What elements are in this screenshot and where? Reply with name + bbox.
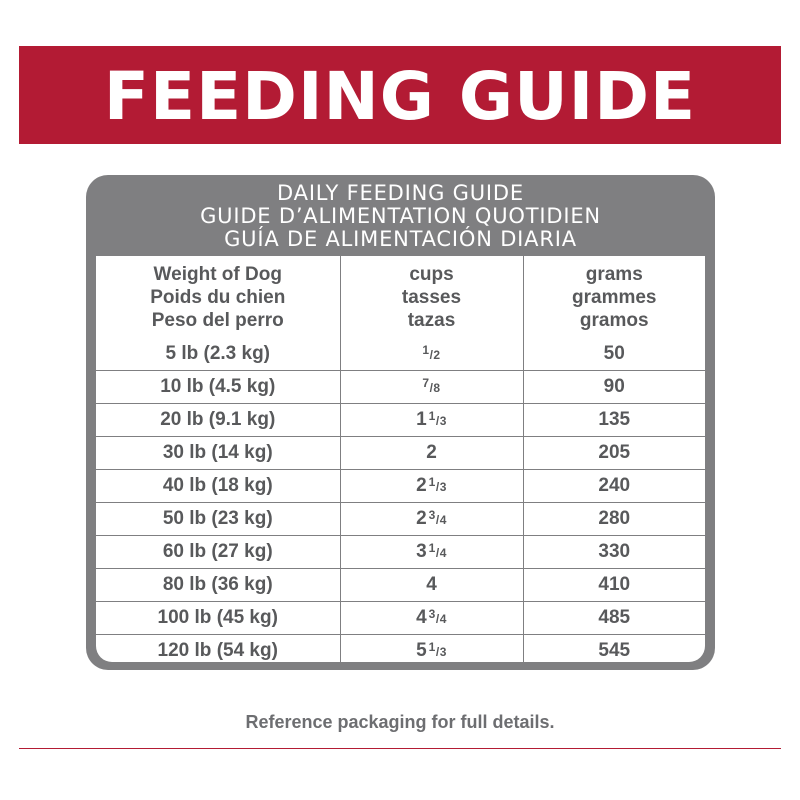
- fraction-slash: /: [435, 513, 440, 527]
- fraction-slash: /: [435, 612, 440, 626]
- table-row: [96, 338, 705, 371]
- header-line: gramos: [579, 309, 649, 331]
- cups-cell: [340, 470, 523, 503]
- cups-fraction: [422, 376, 441, 395]
- grams-cell: 280: [523, 503, 705, 536]
- cups-cell: [340, 338, 523, 371]
- fraction-denominator: 4: [439, 546, 447, 560]
- table-row: [96, 470, 705, 503]
- fraction-numerator: 1: [422, 343, 430, 357]
- weight-cell: 60 lb (27 kg): [96, 536, 340, 569]
- heading-spanish: GUÍA DE ALIMENTACIÓN DIARIA: [224, 226, 577, 251]
- fraction-slash: /: [429, 348, 434, 362]
- fraction-slash: /: [435, 546, 440, 560]
- grams-cell: 135: [523, 404, 705, 437]
- column-header-cups: [340, 256, 523, 338]
- cups-whole: 4: [426, 574, 437, 595]
- fraction-numerator: 3: [428, 607, 436, 621]
- fraction-denominator: 2: [433, 348, 441, 362]
- table-body: [96, 338, 705, 662]
- fraction-numerator: 1: [428, 475, 436, 489]
- cups-cell: [340, 602, 523, 635]
- header-line: tazas: [407, 309, 456, 331]
- cups-whole: 2: [426, 442, 437, 463]
- cups-fraction: [428, 640, 447, 659]
- cups-whole: 2: [416, 508, 427, 529]
- table-row: [96, 503, 705, 536]
- fraction-slash: /: [435, 645, 440, 659]
- weight-cell: 5 lb (2.3 kg): [96, 338, 340, 371]
- cups-fraction: [422, 343, 441, 362]
- grams-cell: 545: [523, 635, 705, 663]
- fraction-numerator: 1: [428, 409, 436, 423]
- header-line: tasses: [401, 286, 462, 308]
- table-row: [96, 635, 705, 663]
- reference-note: Reference packaging for full details.: [245, 712, 555, 732]
- table-row: [96, 371, 705, 404]
- cups-cell: [340, 371, 523, 404]
- header-line: grams: [585, 263, 643, 285]
- feeding-table: [96, 256, 705, 662]
- cups-whole: 4: [416, 607, 427, 628]
- grams-cell: 330: [523, 536, 705, 569]
- heading-english: DAILY FEEDING GUIDE: [277, 180, 524, 205]
- cups-fraction: [428, 508, 447, 527]
- fraction-denominator: 3: [439, 414, 447, 428]
- header-line: Poids du chien: [150, 286, 286, 308]
- cups-whole: 3: [416, 541, 427, 562]
- grams-cell: 205: [523, 437, 705, 470]
- grams-cell: 240: [523, 470, 705, 503]
- fraction-numerator: 7: [422, 376, 430, 390]
- fraction-denominator: 8: [433, 381, 441, 395]
- fraction-slash: /: [435, 414, 440, 428]
- weight-cell: 10 lb (4.5 kg): [96, 371, 340, 404]
- fraction-slash: /: [435, 480, 440, 494]
- fraction-numerator: 1: [428, 640, 436, 654]
- header-line: grammes: [572, 286, 657, 308]
- cups-fraction: [428, 409, 447, 428]
- cups-cell: [340, 569, 523, 602]
- cups-cell: [340, 536, 523, 569]
- card-heading: [86, 175, 715, 255]
- table-row: [96, 536, 705, 569]
- table-row: [96, 602, 705, 635]
- footer-divider: [19, 748, 781, 749]
- weight-cell: 100 lb (45 kg): [96, 602, 340, 635]
- cups-cell: [340, 503, 523, 536]
- cups-fraction: [428, 607, 447, 626]
- fraction-denominator: 4: [439, 513, 447, 527]
- title-banner: [19, 46, 781, 144]
- cups-whole: 5: [416, 640, 427, 661]
- grams-cell: 410: [523, 569, 705, 602]
- grams-cell: 90: [523, 371, 705, 404]
- cups-cell: [340, 437, 523, 470]
- cups-cell: [340, 404, 523, 437]
- heading-french: GUIDE D’ALIMENTATION QUOTIDIEN: [200, 203, 601, 228]
- weight-cell: 40 lb (18 kg): [96, 470, 340, 503]
- column-header-weight: [96, 256, 340, 338]
- table-row: [96, 404, 705, 437]
- header-line: cups: [409, 263, 454, 285]
- weight-cell: 80 lb (36 kg): [96, 569, 340, 602]
- table-row: [96, 437, 705, 470]
- feeding-table-container: [96, 256, 705, 662]
- fraction-denominator: 3: [439, 645, 447, 659]
- weight-cell: 120 lb (54 kg): [96, 635, 340, 663]
- cups-whole: 1: [416, 409, 427, 430]
- weight-cell: 30 lb (14 kg): [96, 437, 340, 470]
- cups-fraction: [428, 475, 447, 494]
- fraction-denominator: 4: [439, 612, 447, 626]
- cups-cell: [340, 635, 523, 663]
- cups-fraction: [428, 541, 447, 560]
- grams-cell: 50: [523, 338, 705, 371]
- column-header-grams: [523, 256, 705, 338]
- weight-cell: 50 lb (23 kg): [96, 503, 340, 536]
- fraction-denominator: 3: [439, 480, 447, 494]
- header-line: Peso del perro: [151, 309, 284, 331]
- table-row: [96, 569, 705, 602]
- cups-whole: 2: [416, 475, 427, 496]
- weight-cell: 20 lb (9.1 kg): [96, 404, 340, 437]
- page-title: FEEDING GUIDE: [103, 58, 697, 135]
- feeding-guide-card: [86, 175, 715, 670]
- grams-cell: 485: [523, 602, 705, 635]
- header-line: Weight of Dog: [153, 263, 282, 285]
- fraction-numerator: 3: [428, 508, 436, 522]
- fraction-numerator: 1: [428, 541, 436, 555]
- fraction-slash: /: [429, 381, 434, 395]
